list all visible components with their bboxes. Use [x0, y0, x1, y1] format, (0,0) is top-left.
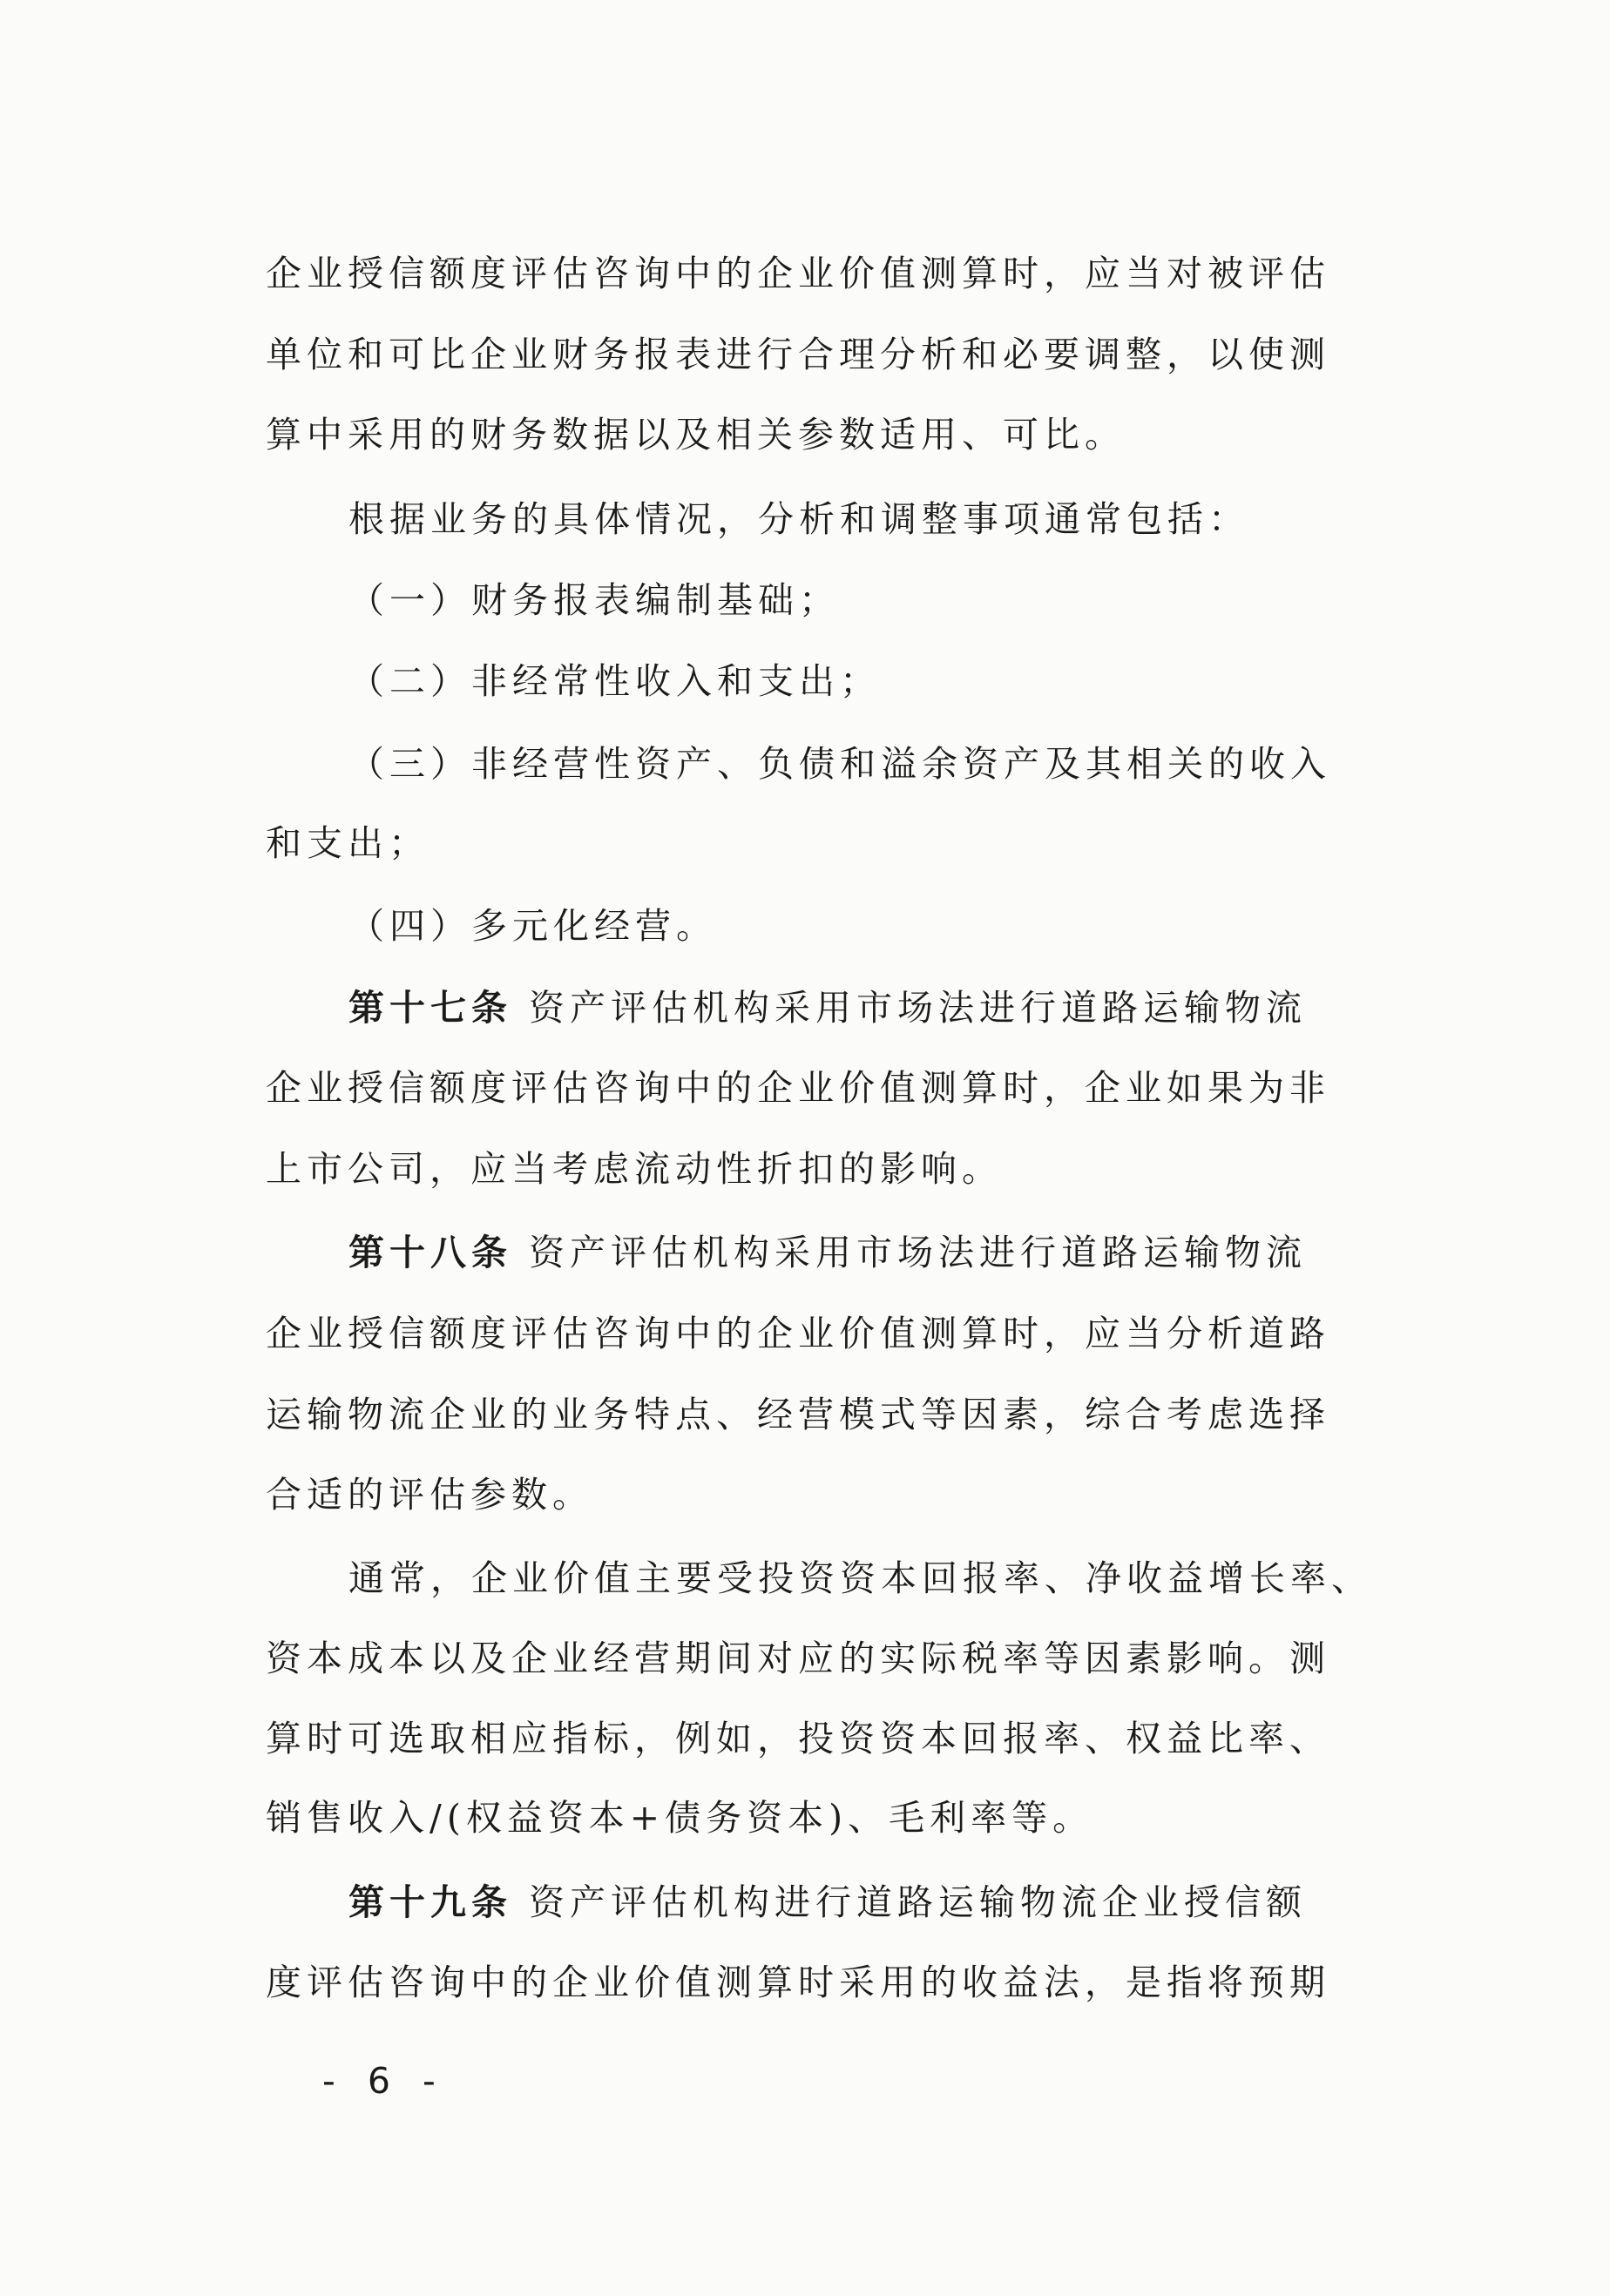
- text-line: 算中采用的财务数据以及相关参数适用、可比。: [266, 414, 1126, 456]
- article-text: 资产评估机构进行道路运输物流企业授信额: [512, 1881, 1308, 1923]
- text-line: 资本成本以及企业经营期间对应的实际税率等因素影响。测: [266, 1638, 1330, 1679]
- list-item: （三）非经营性资产、负债和溢余资产及其相关的收入: [348, 743, 1331, 785]
- text-line: 通常，企业价值主要受投资资本回报率、净收益增长率、: [348, 1557, 1372, 1599]
- text-line: 企业授信额度评估咨询中的企业价值测算时，企业如果为非: [266, 1067, 1330, 1109]
- text-line: 上市公司，应当考虑流动性折扣的影响。: [266, 1148, 1003, 1190]
- text-line: 度评估咨询中的企业价值测算时采用的收益法，是指将预期: [266, 1962, 1330, 2003]
- article-number: 第十九条: [348, 1881, 512, 1923]
- list-item: （四）多元化经营。: [348, 905, 717, 947]
- article-number: 第十八条: [348, 1232, 512, 1273]
- text-line: 和支出；: [266, 822, 430, 864]
- text-line: 根据业务的具体情况，分析和调整事项通常包括：: [348, 498, 1249, 540]
- text-line: 运输物流企业的业务特点、经营模式等因素，综合考虑选择: [266, 1394, 1330, 1435]
- text-line: 算时可选取相应指标，例如，投资资本回报率、权益比率、: [266, 1718, 1330, 1759]
- page-number: - 6 -: [322, 2060, 446, 2102]
- text-line: 合适的评估参数。: [266, 1474, 593, 1516]
- article-19-heading-line: [348, 1881, 1308, 1923]
- article-text: 资产评估机构采用市场法进行道路运输物流: [512, 987, 1308, 1029]
- text-line: 企业授信额度评估咨询中的企业价值测算时，应当分析道路: [266, 1313, 1330, 1354]
- article-text: 资产评估机构采用市场法进行道路运输物流: [512, 1232, 1308, 1273]
- text-line: 企业授信额度评估咨询中的企业价值测算时，应当对被评估: [266, 253, 1330, 294]
- text-line: 单位和可比企业财务报表进行合理分析和必要调整，以使测: [266, 334, 1330, 375]
- text-line: 销售收入/(权益资本+债务资本)、毛利率等。: [266, 1797, 1094, 1839]
- article-17-heading-line: [348, 987, 1308, 1029]
- article-number: 第十七条: [348, 987, 512, 1029]
- list-item: （二）非经常性收入和支出；: [348, 660, 881, 702]
- list-item: （一）财务报表编制基础；: [348, 579, 840, 621]
- article-18-heading-line: [348, 1232, 1308, 1273]
